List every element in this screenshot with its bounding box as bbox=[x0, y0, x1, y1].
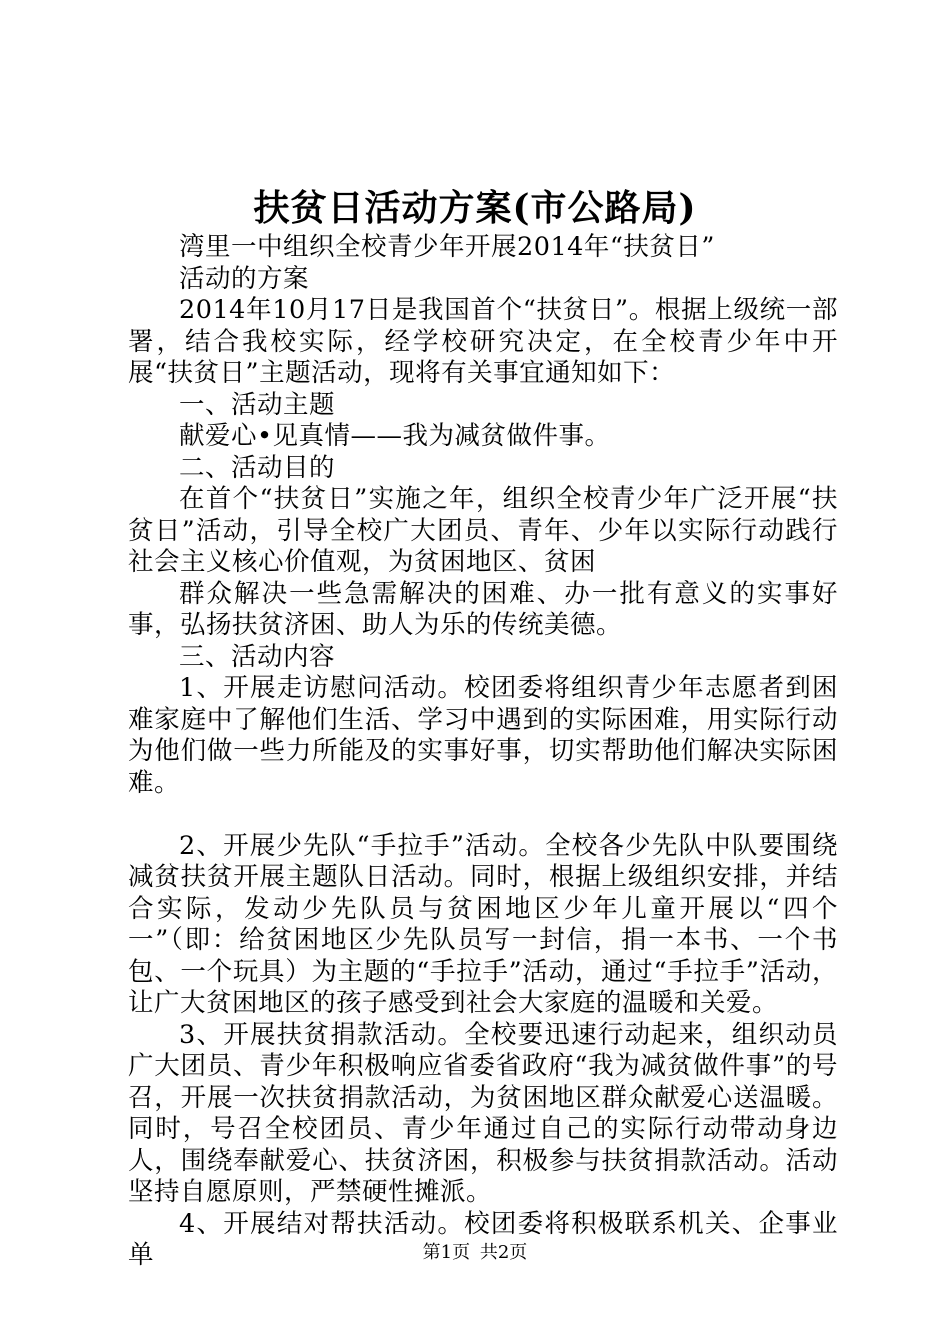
paragraph-content-3: 3、开展扶贫捐款活动。全校要迅速行动起来，组织动员广大团员、青少年积极响应省委省政府“我为减贫做件事”的号召，开展一次扶贫捐款活动，为贫困地区群众献爱心送温暖。同时，号召全校团员、青少年通过自己的实际行动带动身边人，围绕奉献爱心、扶贫济困，积极参与扶贫捐款活动。活动坚持自愿原则，严禁硬性摊派。 bbox=[128, 1019, 838, 1207]
page-footer bbox=[0, 1241, 950, 1265]
paragraph-theme: 献爱心•见真情——我为减贫做件事。 bbox=[179, 421, 611, 451]
page-total: 共2页 bbox=[479, 1242, 528, 1263]
paragraph-subtitle-line-2: 活动的方案 bbox=[179, 263, 310, 294]
paragraph-content-1: 1、开展走访慰问活动。校团委将组织青少年志愿者到困难家庭中了解他们生活、学习中遇到的实际困难，用实际行动为他们做一些力所能及的实事好事，切实帮助他们解决实际困难。 bbox=[128, 673, 838, 798]
heading-activity-theme: 一、活动主题 bbox=[179, 389, 336, 420]
heading-activity-purpose: 二、活动目的 bbox=[179, 452, 336, 483]
paragraph-content-4: 4、开展结对帮扶活动。校团委将积极联系机关、企事业单 bbox=[128, 1208, 838, 1270]
page-number: 第1页 bbox=[422, 1242, 471, 1263]
document-body bbox=[128, 232, 838, 1272]
paragraph-purpose-1: 在首个“扶贫日”实施之年，组织全校青少年广泛开展“扶贫日”活动，引导全校广大团员、青年、少年以实际行动践行社会主义核心价值观，为贫困地区、贫困 bbox=[128, 484, 838, 577]
paragraph-intro: 2014年10月17日是我国首个“扶贫日”。根据上级统一部署，结合我校实际，经学校研究决定，在全校青少年中开展“扶贫日”主题活动，现将有关事宜通知如下： bbox=[128, 295, 838, 388]
heading-activity-content: 三、活动内容 bbox=[179, 641, 336, 672]
paragraph-subtitle-line-1: 湾里一中组织全校青少年开展2014年“扶贫日” bbox=[179, 232, 715, 262]
paragraph-purpose-2: 群众解决一些急需解决的困难、办一批有意义的实事好事，弘扬扶贫济困、助人为乐的传统美德。 bbox=[128, 578, 838, 640]
document-title: 扶贫日活动方案(市公路局) bbox=[253, 187, 697, 229]
paragraph-content-2: 2、开展少先队“手拉手”活动。全校各少先队中队要围绕减贫扶贫开展主题队日活动。同时，根据上级组织安排，并结合实际，发动少先队员与贫困地区少年儿童开展以“四个一”（即：给贫困地区少先队员写一封信，捐一本书、一个书包、一个玩具）为主题的“手拉手”活动，通过“手拉手”活动，让广大贫困地区的孩子感受到社会大家庭的温暖和关爱。 bbox=[128, 830, 838, 1018]
